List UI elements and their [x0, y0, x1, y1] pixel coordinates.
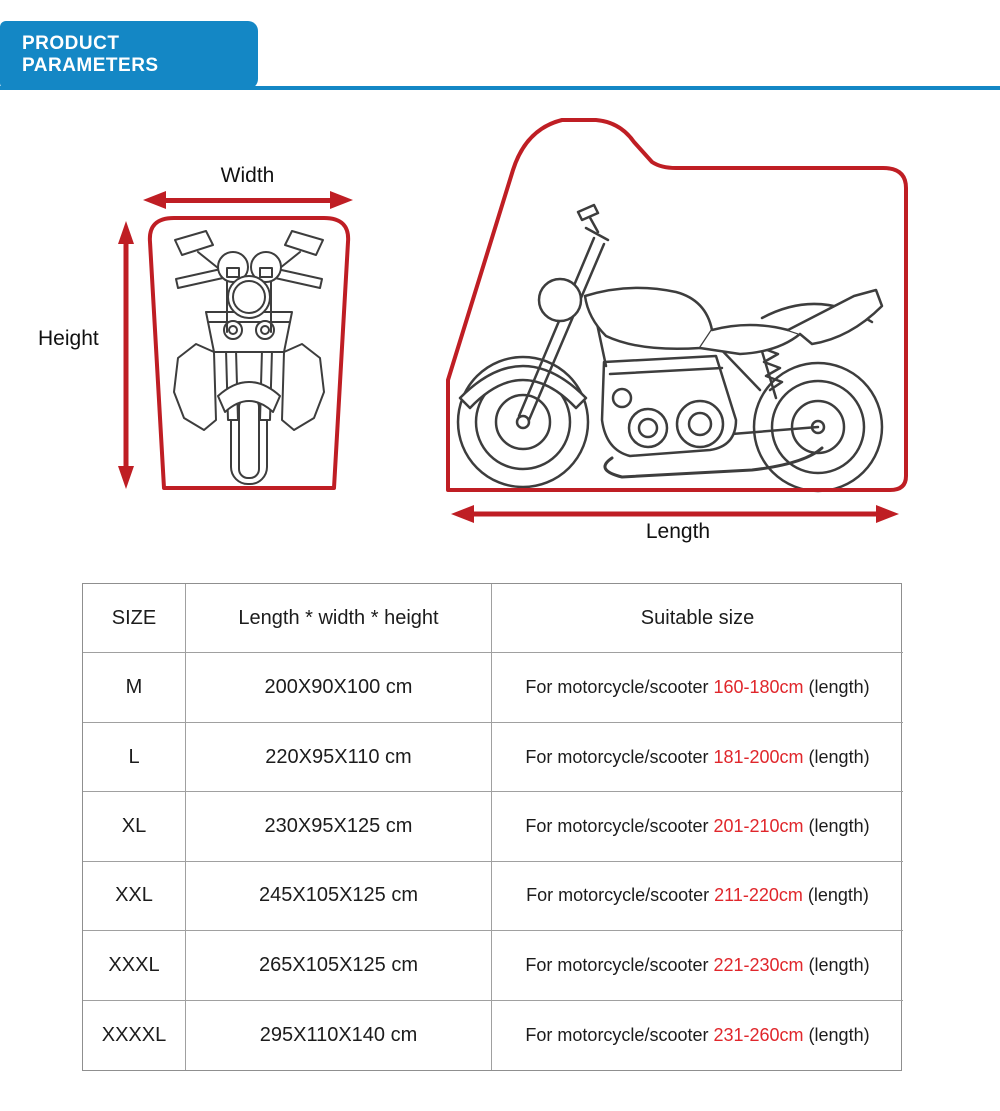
- motorcycle-front-view-drawing: [174, 231, 324, 484]
- size-table: [82, 583, 902, 1071]
- height-label: Height: [38, 327, 99, 350]
- table-cell-dimensions: 200X90X100 cm: [186, 653, 492, 722]
- length-label: Length: [645, 520, 711, 543]
- suitable-suffix: (length): [808, 746, 870, 767]
- table-cell-size: XXXXL: [83, 1001, 186, 1070]
- table-cell-suitable: [492, 931, 903, 1000]
- table-header-dimensions: Length * width * height: [186, 584, 492, 653]
- width-arrow: [143, 191, 353, 209]
- height-arrow: [118, 221, 134, 489]
- table-cell-dimensions: 230X95X125 cm: [186, 792, 492, 861]
- table-cell-size: XXL: [83, 862, 186, 931]
- table-cell-suitable: [492, 792, 903, 861]
- table-cell-suitable: [492, 1001, 903, 1070]
- table-cell-dimensions: 245X105X125 cm: [186, 862, 492, 931]
- suitable-range: 221-230cm: [713, 954, 804, 975]
- suitable-range: 160-180cm: [713, 677, 804, 698]
- suitable-prefix: For motorcycle/scooter: [525, 815, 709, 836]
- table-cell-size: M: [83, 653, 186, 722]
- section-header-banner: [0, 21, 258, 89]
- table-cell-dimensions: 295X110X140 cm: [186, 1001, 492, 1070]
- suitable-range: 201-210cm: [713, 815, 804, 836]
- motorcycle-cover-diagram: [0, 100, 1000, 560]
- header-divider-line: [0, 86, 1000, 90]
- table-cell-dimensions: 220X95X110 cm: [186, 723, 492, 792]
- width-label: Width: [220, 164, 275, 187]
- page-title: PRODUCT PARAMETERS: [22, 33, 159, 76]
- suitable-range: 231-260cm: [713, 1024, 804, 1045]
- suitable-prefix: For motorcycle/scooter: [525, 1024, 709, 1045]
- suitable-suffix: (length): [808, 677, 870, 698]
- suitable-prefix: For motorcycle/scooter: [525, 677, 709, 698]
- table-cell-suitable: [492, 862, 903, 931]
- suitable-suffix: (length): [807, 885, 869, 906]
- suitable-prefix: For motorcycle/scooter: [525, 746, 709, 767]
- table-cell-size: L: [83, 723, 186, 792]
- suitable-suffix: (length): [808, 954, 870, 975]
- table-header-suitable: Suitable size: [492, 584, 903, 653]
- suitable-range: 211-220cm: [714, 885, 803, 906]
- table-header-size: SIZE: [83, 584, 186, 653]
- table-cell-size: XL: [83, 792, 186, 861]
- suitable-suffix: (length): [808, 815, 870, 836]
- suitable-prefix: For motorcycle/scooter: [526, 885, 710, 906]
- suitable-prefix: For motorcycle/scooter: [525, 954, 709, 975]
- suitable-suffix: (length): [808, 1024, 870, 1045]
- table-cell-size: XXXL: [83, 931, 186, 1000]
- motorcycle-side-view-drawing: [458, 205, 882, 491]
- table-cell-suitable: [492, 723, 903, 792]
- suitable-range: 181-200cm: [713, 746, 804, 767]
- table-cell-suitable: [492, 653, 903, 722]
- table-cell-dimensions: 265X105X125 cm: [186, 931, 492, 1000]
